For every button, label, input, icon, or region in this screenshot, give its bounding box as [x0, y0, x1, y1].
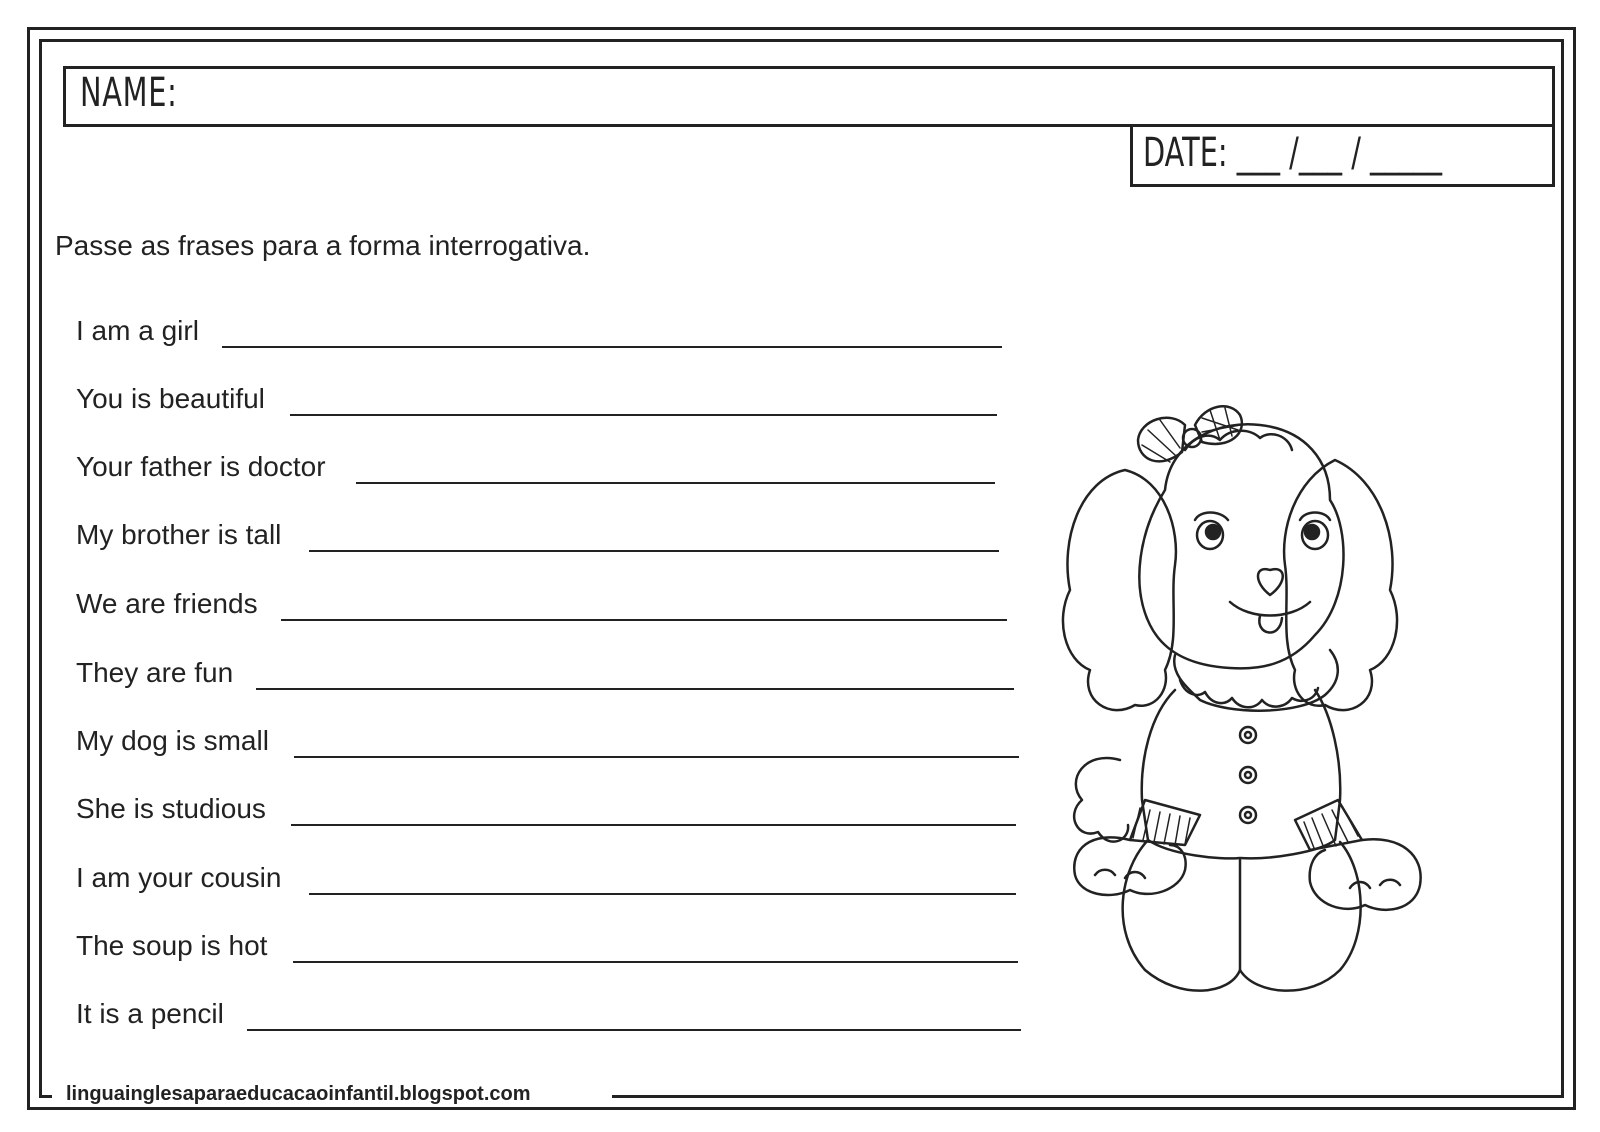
exercise-sentence: They are fun	[76, 657, 234, 688]
exercise-sentence: She is studious	[76, 793, 266, 824]
answer-line[interactable]	[293, 961, 1018, 963]
puppy-in-sweater-illustration	[970, 370, 1540, 1020]
answer-line[interactable]	[294, 756, 1019, 758]
exercise-sentence: My brother is tall	[76, 519, 282, 550]
answer-line[interactable]	[256, 688, 1014, 690]
name-label: NAME:	[80, 70, 178, 116]
exercise-sentence: I am a girl	[76, 315, 199, 346]
exercise-sentence: I am your cousin	[76, 862, 282, 893]
answer-line[interactable]	[290, 414, 997, 416]
answer-line[interactable]	[309, 893, 1016, 895]
exercise-sentence: My dog is small	[76, 725, 269, 756]
answer-line[interactable]	[356, 482, 995, 484]
answer-line[interactable]	[281, 619, 1007, 621]
exercise-sentence: The soup is hot	[76, 930, 268, 961]
exercise-sentence: It is a pencil	[76, 998, 224, 1029]
instruction-text: Passe as frases para a forma interrogativa.	[55, 230, 591, 261]
answer-line[interactable]	[291, 824, 1016, 826]
name-field-box[interactable]	[63, 66, 1555, 127]
answer-line[interactable]	[247, 1029, 1021, 1031]
exercise-sentence: We are friends	[76, 588, 258, 619]
footer-url: linguainglesaparaeducacaoinfantil.blogspot.com	[66, 1083, 531, 1105]
exercise-sentence: Your father is doctor	[76, 451, 326, 482]
exercise-sentence: You is beautiful	[76, 383, 265, 414]
date-label: DATE: ___ /___ / _____	[1143, 130, 1443, 176]
answer-line[interactable]	[309, 550, 999, 552]
answer-line[interactable]	[222, 346, 1002, 348]
